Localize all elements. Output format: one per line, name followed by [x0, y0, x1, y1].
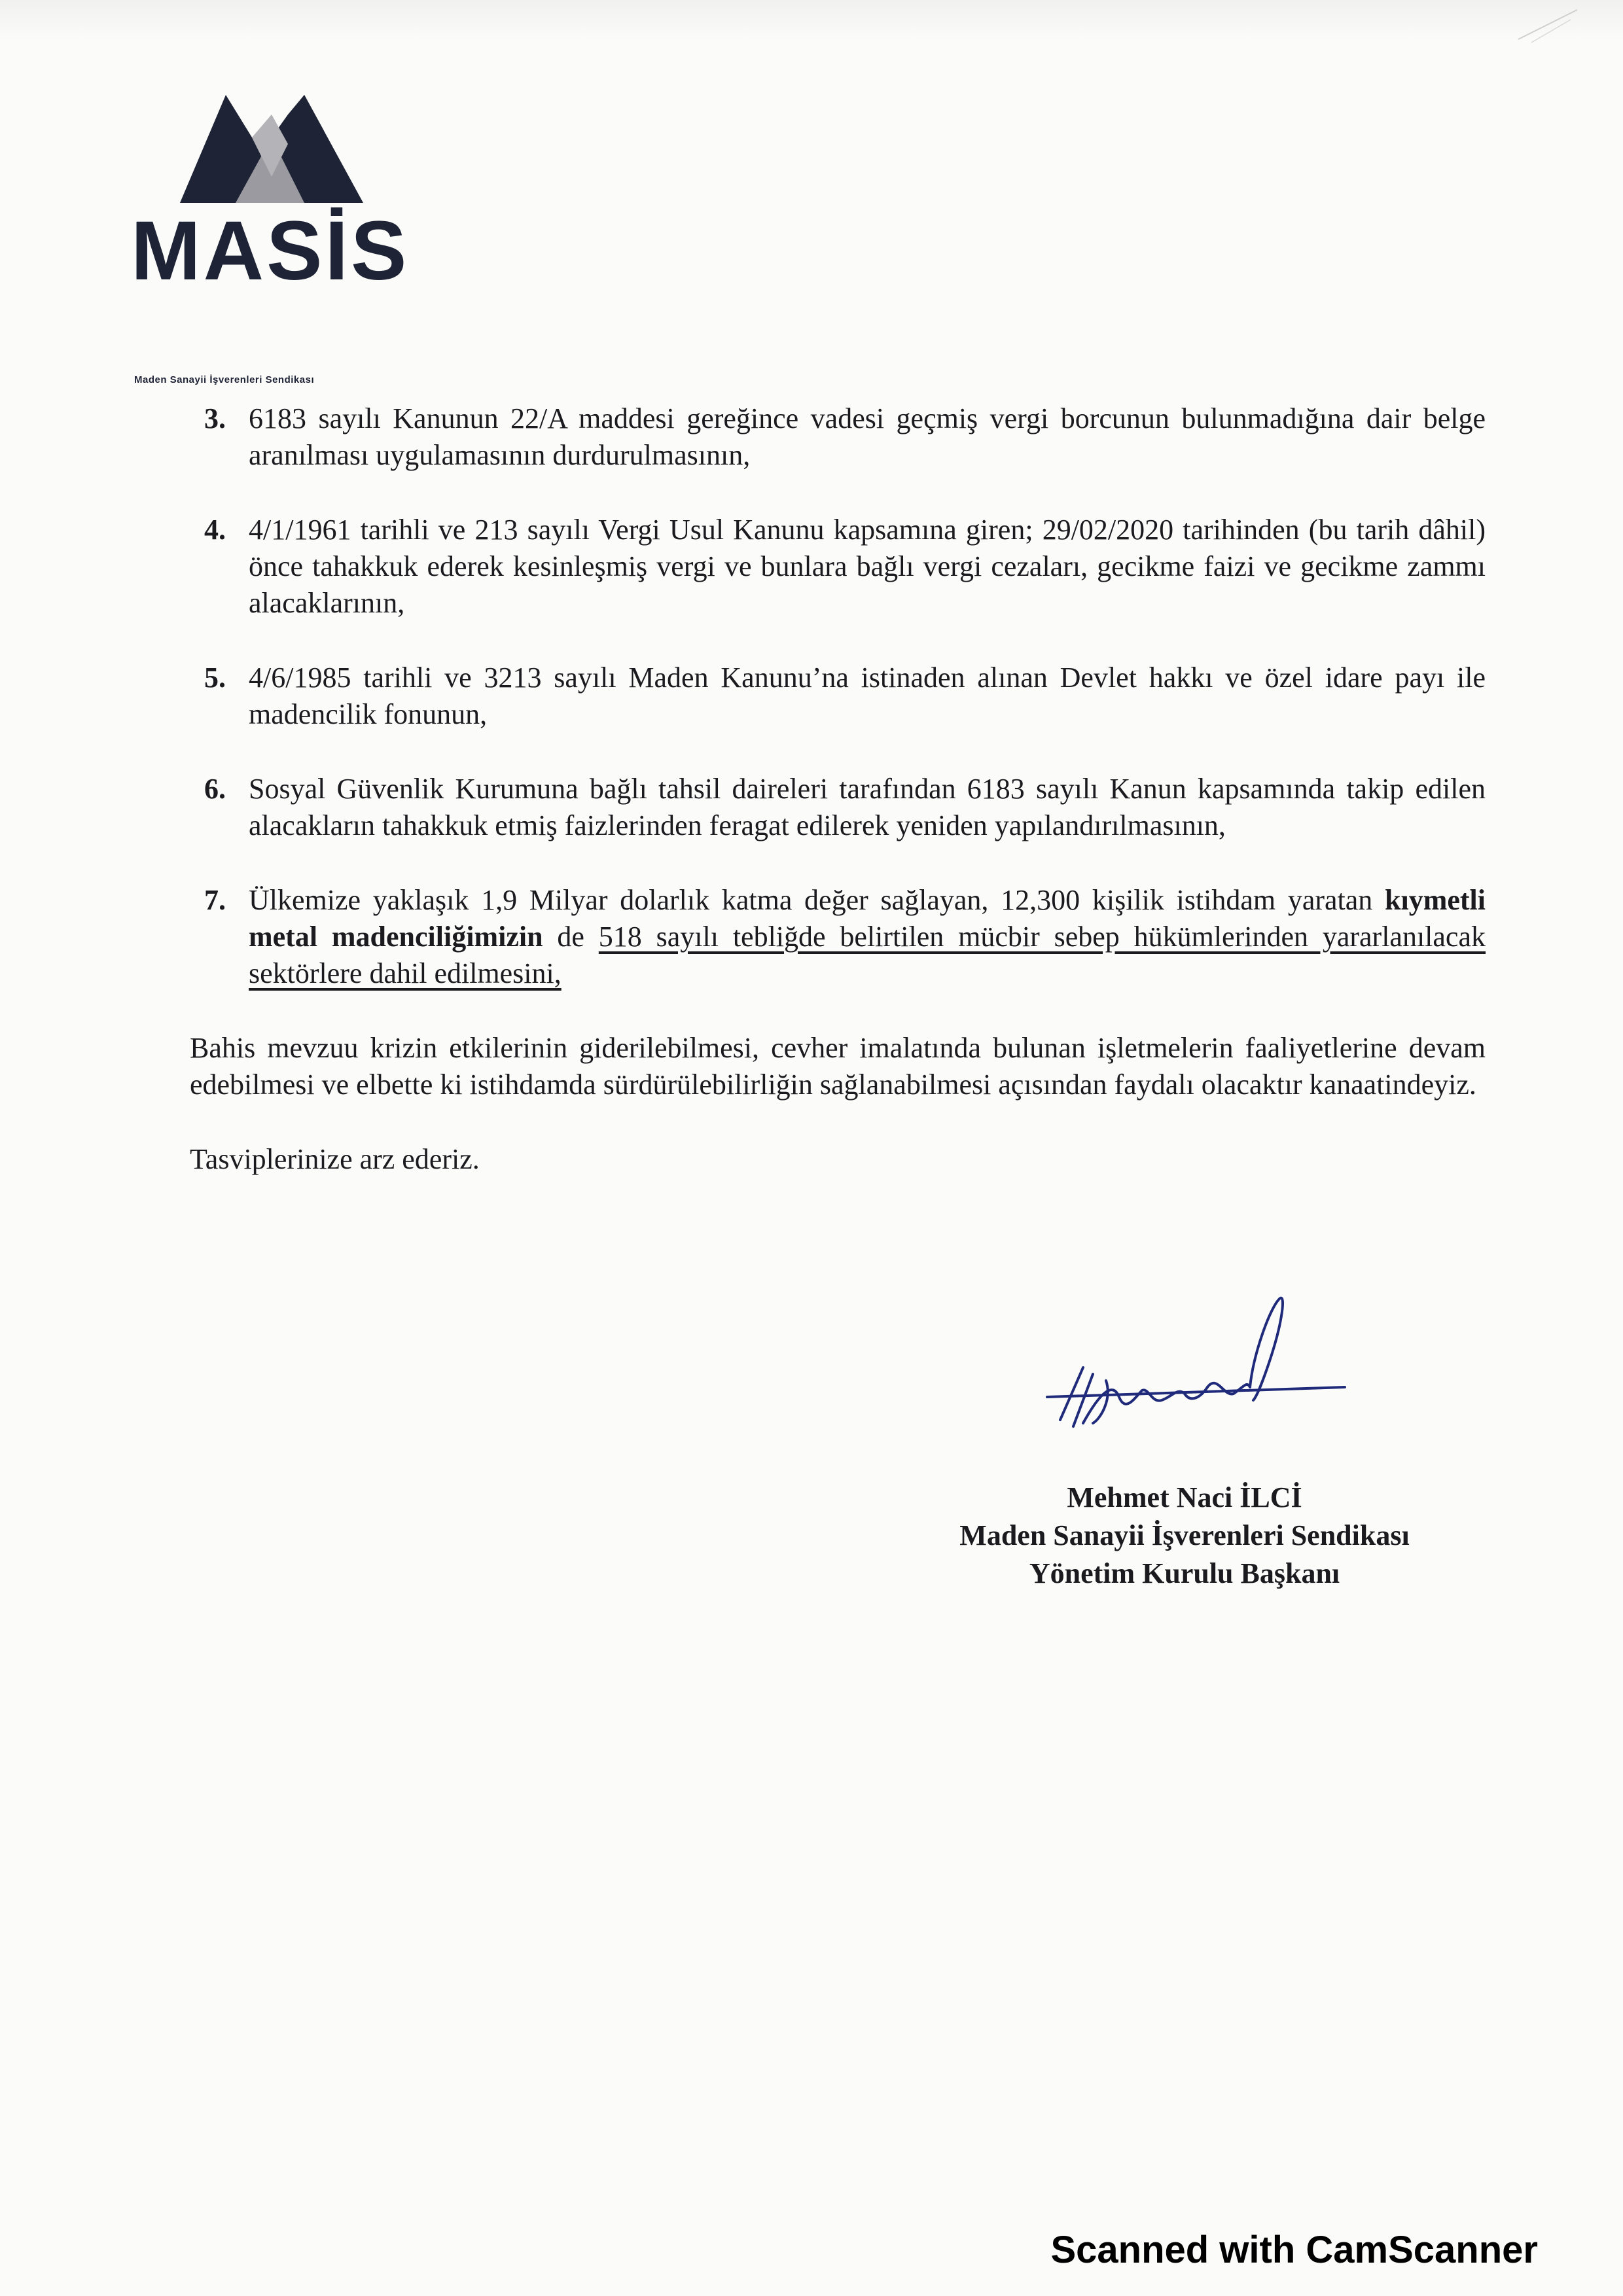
item-text-part2: de: [543, 921, 599, 953]
item-text: 4/6/1985 tarihli ve 3213 sayılı Maden Kanunu’na istinaden alınan Devlet hakkı ve özel idare payı ile madencilik fonunun,: [249, 662, 1486, 730]
letter-body: [190, 400, 1486, 1216]
letterhead-logo: [131, 92, 412, 385]
scanner-watermark: Scanned with CamScanner: [1050, 2229, 1538, 2271]
signature-block: [870, 1479, 1499, 1593]
signatory-name: Mehmet Naci İLCİ: [1067, 1481, 1302, 1513]
item-number: 7.: [204, 884, 226, 916]
corner-scratch: [1505, 7, 1584, 46]
item-number: 5.: [204, 662, 226, 694]
logo-subtitle: Maden Sanayii İşverenleri Sendikası: [134, 374, 315, 385]
item-text: 4/1/1961 tarihli ve 213 sayılı Vergi Usul Kanunu kapsamına giren; 29/02/2020 tarihinden (bu tarih dâhil) önce tahakkuk ederek kesinleşmiş vergi ve bunlara bağlı vergi cezaları, gecikme faizi ve gecikme zammı alacaklarının,: [249, 514, 1486, 619]
item-text: Sosyal Güvenlik Kurumuna bağlı tahsil daireleri tarafından 6183 sayılı Kanun kapsamında takip edilen alacakların tahakkuk etmiş faizlerinden feragat edilerek yeniden yapılandırılmasının,: [249, 773, 1486, 841]
item-text-underlined: 518 sayılı tebliğde belirtilen mücbir sebep hükümlerinden yararlanılacak sektörlere dahil edilmesini,: [249, 921, 1486, 989]
item-text-part1: Ülkemize yaklaşık 1,9 Milyar dolarlık katma değer sağlayan, 12,300 kişilik istihdam yaratan: [249, 884, 1385, 916]
item-text: 6183 sayılı Kanunun 22/A maddesi gereğince vadesi geçmiş vergi borcunun bulunmadığına dair belge aranılması uygulamasının durdurulmasının,: [249, 402, 1486, 471]
scan-shadow: [0, 0, 1623, 39]
list-item: [190, 882, 1486, 992]
item-number: 4.: [204, 514, 226, 546]
list-item: [190, 660, 1486, 733]
mountain-logo-icon: [173, 92, 370, 206]
item-text-bold: kıymetli metal madenciliğimizin: [249, 884, 1486, 953]
list-item: [190, 400, 1486, 474]
logo-wordmark: MASİS: [131, 204, 410, 298]
handwritten-signature: [1021, 1282, 1361, 1479]
signatory-title: Yönetim Kurulu Başkanı: [1029, 1557, 1340, 1589]
item-number: 3.: [204, 402, 226, 434]
closing-line: Tasviplerinize arz ederiz.: [190, 1143, 480, 1175]
item-number: 6.: [204, 773, 226, 805]
body-paragraph: Bahis mevzuu krizin etkilerinin giderilebilmesi, cevher imalatında bulunan işletmelerin faaliyetlerine devam edebilmesi ve elbette ki istihdamda sürdürülebilirliğin sağlanabilmesi açısından faydalı olacaktır kanaatindeyiz.: [190, 1032, 1486, 1101]
list-item: [190, 512, 1486, 622]
list-item: [190, 771, 1486, 844]
signatory-organization: Maden Sanayii İşverenleri Sendikası: [959, 1519, 1410, 1551]
